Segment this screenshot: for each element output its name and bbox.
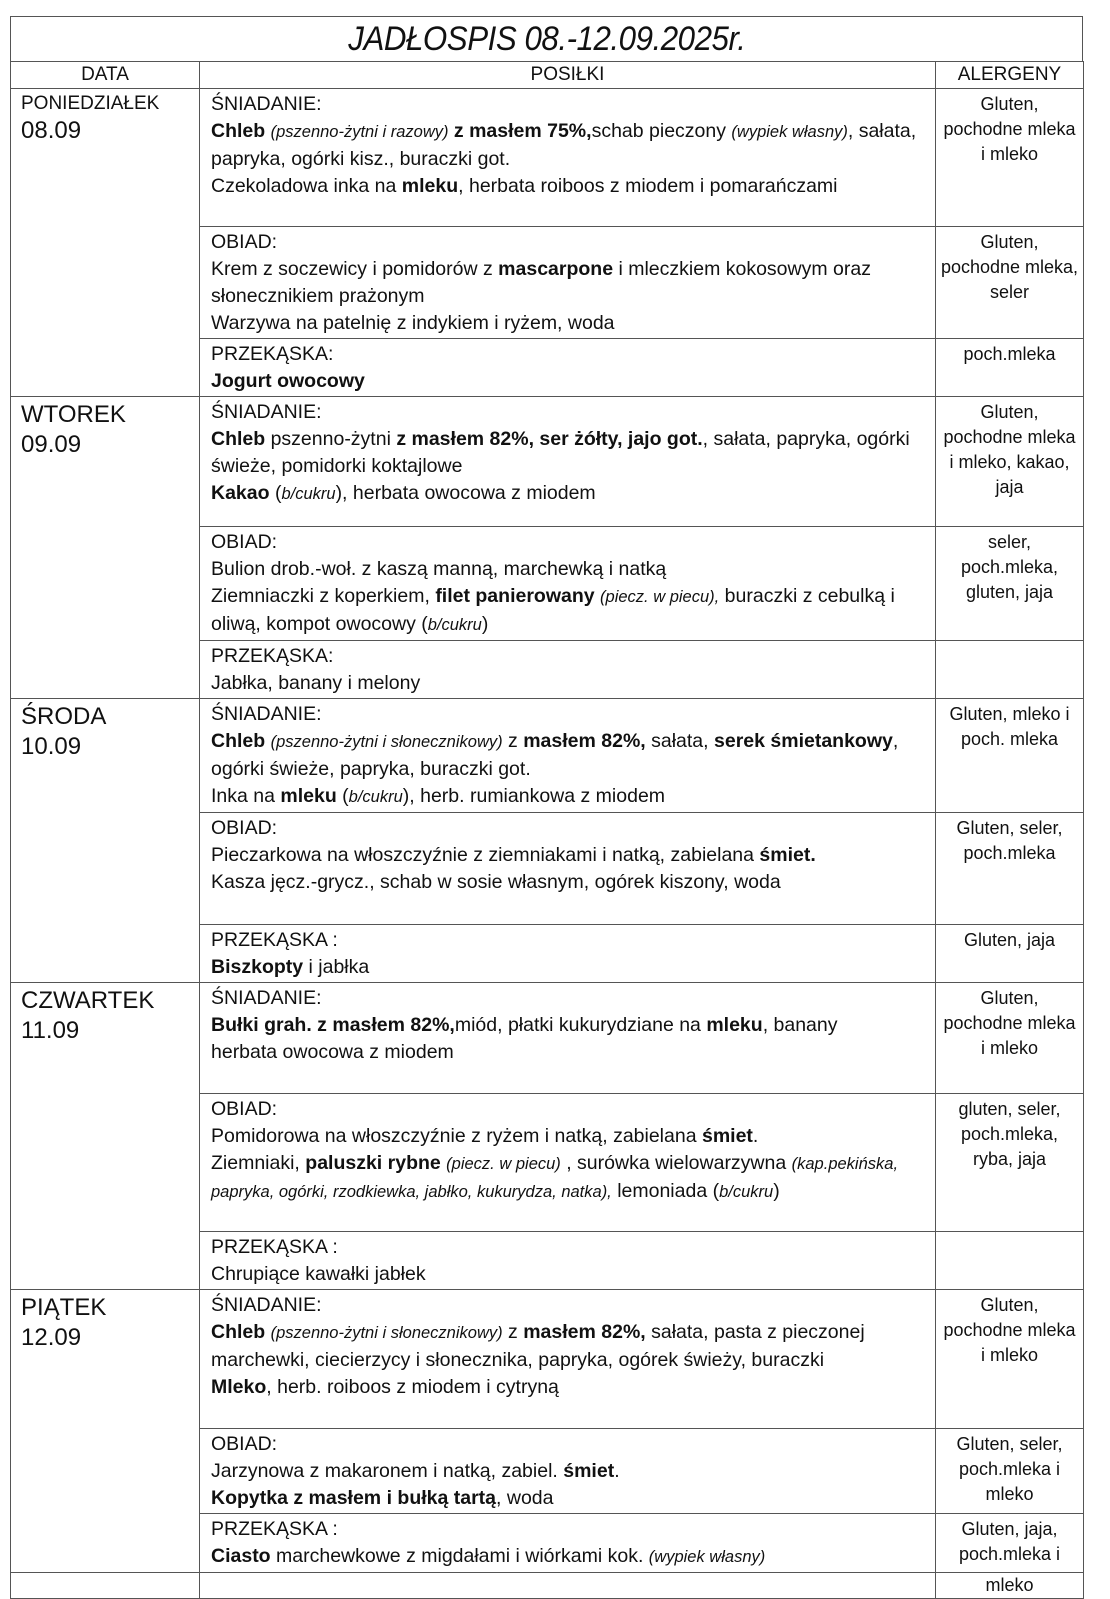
text: , sałata, papryka, ogórki kisz., buraczki got.	[211, 120, 917, 170]
text: .	[752, 1125, 759, 1147]
text: Chrupiące kawałki jabłek	[211, 1263, 426, 1285]
text: Kasza jęcz.-grycz., schab w sosie własnym, ogórek kiszony, woda	[211, 871, 781, 893]
allergens-cell: Gluten, pochodne mleka i mleko	[936, 1290, 1084, 1429]
allergens-cell: Gluten, pochodne mleka, seler	[936, 227, 1084, 339]
italic-note: (pszenno-żytni i razowy)	[270, 123, 449, 141]
menu-table	[10, 61, 1084, 1599]
meal-row-breakfast	[11, 397, 1084, 527]
meal-description-line	[211, 1458, 925, 1485]
meal-label: ŚNIADANIE:	[211, 987, 322, 1009]
allergens-cell: seler, poch.mleka, gluten, jaja	[936, 527, 1084, 641]
meal-label: ŚNIADANIE:	[211, 703, 322, 725]
meal-description-line	[211, 256, 925, 310]
meal-row-breakfast	[11, 89, 1084, 227]
day-cell	[11, 983, 200, 1290]
meal-description-line	[211, 783, 925, 811]
meal-row-breakfast	[11, 983, 1084, 1094]
allergens-cell: Gluten, jaja, poch.mleka i	[936, 1514, 1084, 1573]
bold-text: Jogurt owocowy	[211, 370, 365, 392]
meal-label: PRZEKĄSKA:	[211, 645, 334, 667]
day-name: ŚRODA	[21, 703, 107, 730]
allergens-cell: Gluten, pochodne mleka i mleko	[936, 89, 1084, 227]
meal-description-line	[211, 1543, 925, 1571]
day-date: 08.09	[21, 117, 82, 144]
footer-allergen-cell: mleko	[936, 1573, 1084, 1599]
text: Czekoladowa inka na	[211, 175, 402, 197]
menu-sheet	[10, 16, 1083, 1599]
text: Pieczarkowa na włoszczyźnie z ziemniakami i natką, zabielana	[211, 844, 760, 866]
allergens-cell: gluten, seler, poch.mleka, ryba, jaja	[936, 1094, 1084, 1232]
meal-description-line	[211, 728, 925, 783]
bold-text: Chleb	[211, 120, 271, 142]
bold-text: serek śmietankowy	[714, 730, 893, 752]
meal-description-line	[211, 1150, 925, 1206]
text: , woda	[496, 1487, 554, 1509]
meal-description-line	[211, 1374, 925, 1401]
day-cell	[11, 397, 200, 699]
allergens-cell	[936, 641, 1084, 699]
meal-label: PRZEKĄSKA :	[211, 1518, 338, 1540]
italic-note: (piecz. w piecu)	[446, 1155, 561, 1173]
meal-label: OBIAD:	[211, 817, 278, 839]
italic-note: (wypiek własny)	[648, 1548, 766, 1566]
text: )	[773, 1180, 780, 1202]
bold-text: Chleb	[211, 1321, 271, 1343]
meal-description-line	[211, 1485, 925, 1512]
meal-description-line	[211, 556, 925, 583]
text: .	[614, 1460, 620, 1482]
day-cell	[11, 89, 200, 397]
bold-text: Biszkopty	[211, 956, 304, 978]
text: herbata owocowa z miodem	[211, 1041, 454, 1063]
day-date: 11.09	[21, 1017, 80, 1044]
text: pszenno-żytni	[265, 428, 397, 450]
day-date: 12.09	[21, 1324, 82, 1351]
footer-date-cell	[11, 1573, 200, 1599]
text: buraczki z cebulką i oliwą, kompot owocowy (	[211, 585, 895, 635]
bold-text: filet panierowany	[435, 585, 595, 607]
bold-text: Chleb	[211, 730, 271, 752]
bold-text: śmiet	[701, 1125, 753, 1147]
meal-label: OBIAD:	[211, 531, 278, 553]
bold-text: masłem 82%,	[523, 730, 646, 752]
text: z	[502, 1321, 524, 1343]
text: lemoniada (	[611, 1180, 720, 1202]
meal-description-line	[211, 1261, 925, 1288]
allergens-cell	[936, 1232, 1084, 1290]
meal-cell-snack	[200, 925, 936, 983]
allergens-cell: Gluten, pochodne mleka i mleko, kakao, jaja	[936, 397, 1084, 527]
day-name: CZWARTEK	[21, 987, 155, 1014]
meal-description-line	[211, 426, 925, 480]
header-allergens: ALERGENY	[936, 62, 1084, 89]
text: miód, płatki kukurydziane na	[454, 1014, 707, 1036]
text: , herbata roiboos z miodem i pomarańczami	[458, 175, 838, 197]
meal-cell-breakfast	[200, 89, 936, 227]
meal-description-line	[211, 1319, 925, 1374]
italic-note: b/cukru	[719, 1183, 774, 1201]
text: Krem z soczewicy i pomidorów z	[211, 258, 499, 280]
meal-cell-snack	[200, 339, 936, 397]
text: , sałata, papryka, ogórki świeże, pomidorki koktajlowe	[211, 428, 910, 477]
bold-text: Chleb	[211, 428, 266, 450]
page-title: JADŁOSPIS 08.-12.09.2025r.	[347, 19, 746, 58]
meal-description-line	[211, 118, 925, 173]
day-name: PIĄTEK	[21, 1294, 107, 1321]
meal-label: ŚNIADANIE:	[211, 401, 322, 423]
meal-cell-breakfast	[200, 699, 936, 813]
meal-description-line	[211, 1123, 925, 1150]
text: sałata, pasta z pieczonej marchewki, ciecierzycy i słonecznika, papryka, ogórek świeży, buraczki	[211, 1321, 865, 1371]
meal-cell-snack	[200, 641, 936, 699]
text: ), herbata owocowa z miodem	[335, 482, 596, 504]
allergens-cell: poch.mleka	[936, 339, 1084, 397]
meal-cell-snack	[200, 1232, 936, 1290]
bold-text: Bułki grah. z masłem 82%,	[211, 1014, 455, 1036]
meal-description-line	[211, 368, 925, 395]
text: schab pieczony	[591, 120, 732, 142]
day-date: 10.09	[21, 733, 82, 760]
meal-cell-lunch	[200, 1429, 936, 1514]
text: Bulion drob.-woł. z kaszą manną, marchewką i natką	[211, 558, 667, 580]
italic-note: (kap.pekińska, papryka, ogórki, rzodkiewka, jabłko, kukurydza, natka),	[211, 1155, 899, 1201]
meal-description-line	[211, 1039, 925, 1066]
menu-body	[11, 89, 1084, 1573]
meal-cell-lunch	[200, 1094, 936, 1232]
italic-note: b/cukru	[427, 616, 482, 634]
meal-row-breakfast	[11, 699, 1084, 813]
header-date: DATA	[11, 62, 200, 89]
text: , banany	[762, 1014, 838, 1036]
italic-note: b/cukru	[348, 788, 403, 806]
meal-description-line	[211, 310, 925, 337]
meal-cell-lunch	[200, 813, 936, 925]
bold-text: mleku	[401, 175, 459, 197]
text: z	[502, 730, 524, 752]
text: (	[336, 785, 349, 807]
bold-text: mleku	[706, 1014, 763, 1036]
day-cell	[11, 1290, 200, 1573]
meal-description-line	[211, 670, 925, 697]
text: sałata,	[645, 730, 714, 752]
allergens-cell: Gluten, pochodne mleka i mleko	[936, 983, 1084, 1094]
text: ), herb. rumiankowa z miodem	[402, 785, 666, 807]
day-date: 09.09	[21, 431, 82, 458]
italic-note: (pszenno-żytni i słonecznikowy)	[270, 733, 503, 751]
meal-cell-breakfast	[200, 397, 936, 527]
text: , surówka wielowarzywna	[560, 1152, 792, 1174]
meal-label: OBIAD:	[211, 1433, 278, 1455]
text: , ogórki świeże, papryka, buraczki got.	[211, 730, 899, 780]
text: , herb. roiboos z miodem i cytryną	[266, 1376, 559, 1398]
text: i jabłka	[303, 956, 370, 978]
text: Jarzynowa z makaronem i natką, zabiel.	[211, 1460, 564, 1482]
meal-description-line	[211, 173, 925, 200]
header-meals: POSIŁKI	[200, 62, 936, 89]
meal-cell-lunch	[200, 227, 936, 339]
italic-note: (piecz. w piecu),	[600, 588, 720, 606]
allergens-cell: Gluten, seler, poch.mleka	[936, 813, 1084, 925]
text: i mleczkiem kokosowym oraz słonecznikiem prażonym	[211, 258, 871, 307]
text: Inka na	[211, 785, 281, 807]
bold-text: Mleko	[211, 1376, 267, 1398]
bold-text: śmiet	[563, 1460, 615, 1482]
bold-text: śmiet.	[759, 844, 816, 866]
text: (	[269, 482, 282, 504]
meal-label: PRZEKĄSKA :	[211, 929, 338, 951]
italic-note: b/cukru	[281, 485, 336, 503]
footer-meal-cell	[200, 1573, 936, 1599]
bold-text: paluszki rybne	[305, 1152, 441, 1174]
text: marchewkowe z migdałami i wiórkami kok.	[270, 1545, 649, 1567]
footer-row	[11, 1573, 1084, 1599]
meal-description-line	[211, 583, 925, 639]
bold-text: z masłem 75%,	[448, 120, 592, 142]
text: Ziemniaki,	[211, 1152, 306, 1174]
meal-cell-breakfast	[200, 983, 936, 1094]
bold-text: mascarpone	[498, 258, 614, 280]
meal-label: OBIAD:	[211, 1098, 278, 1120]
day-name: WTOREK	[21, 401, 126, 428]
meal-label: OBIAD:	[211, 231, 278, 253]
title-row	[10, 16, 1083, 61]
text: Ziemniaczki z koperkiem,	[211, 585, 436, 607]
meal-cell-breakfast	[200, 1290, 936, 1429]
meal-row-breakfast	[11, 1290, 1084, 1429]
meal-description-line	[211, 480, 925, 508]
meal-description-line	[211, 1012, 925, 1039]
meal-description-line	[211, 842, 925, 869]
bold-text: masłem 82%,	[523, 1321, 646, 1343]
allergens-cell: Gluten, jaja	[936, 925, 1084, 983]
text: )	[481, 613, 489, 635]
bold-text: Ciasto	[211, 1545, 271, 1567]
bold-text: mleku	[280, 785, 337, 807]
text: Warzywa na patelnię z indykiem i ryżem, woda	[211, 312, 615, 334]
allergens-cell: Gluten, seler, poch.mleka i mleko	[936, 1429, 1084, 1514]
meal-label: ŚNIADANIE:	[211, 93, 322, 115]
meal-description-line	[211, 954, 925, 981]
bold-text: z masłem 82%, ser żółty, jajo got.	[396, 428, 703, 450]
italic-note: (wypiek własny)	[731, 123, 848, 141]
meal-label: PRZEKĄSKA :	[211, 1236, 338, 1258]
meal-cell-lunch	[200, 527, 936, 641]
text: Jabłka, banany i melony	[211, 672, 421, 694]
italic-note: (pszenno-żytni i słonecznikowy)	[270, 1324, 503, 1342]
text: Pomidorowa na włoszczyźnie z ryżem i natką, zabielana	[211, 1125, 702, 1147]
bold-text: Kakao	[211, 482, 270, 504]
bold-text: Kopytka z masłem i bułką tartą	[211, 1487, 497, 1509]
day-name: PONIEDZIAŁEK	[21, 93, 160, 114]
meal-label: ŚNIADANIE:	[211, 1294, 322, 1316]
allergens-cell: Gluten, mleko i poch. mleka	[936, 699, 1084, 813]
meal-label: PRZEKĄSKA:	[211, 343, 334, 365]
meal-description-line	[211, 869, 925, 896]
header-row	[11, 62, 1084, 89]
day-cell	[11, 699, 200, 983]
